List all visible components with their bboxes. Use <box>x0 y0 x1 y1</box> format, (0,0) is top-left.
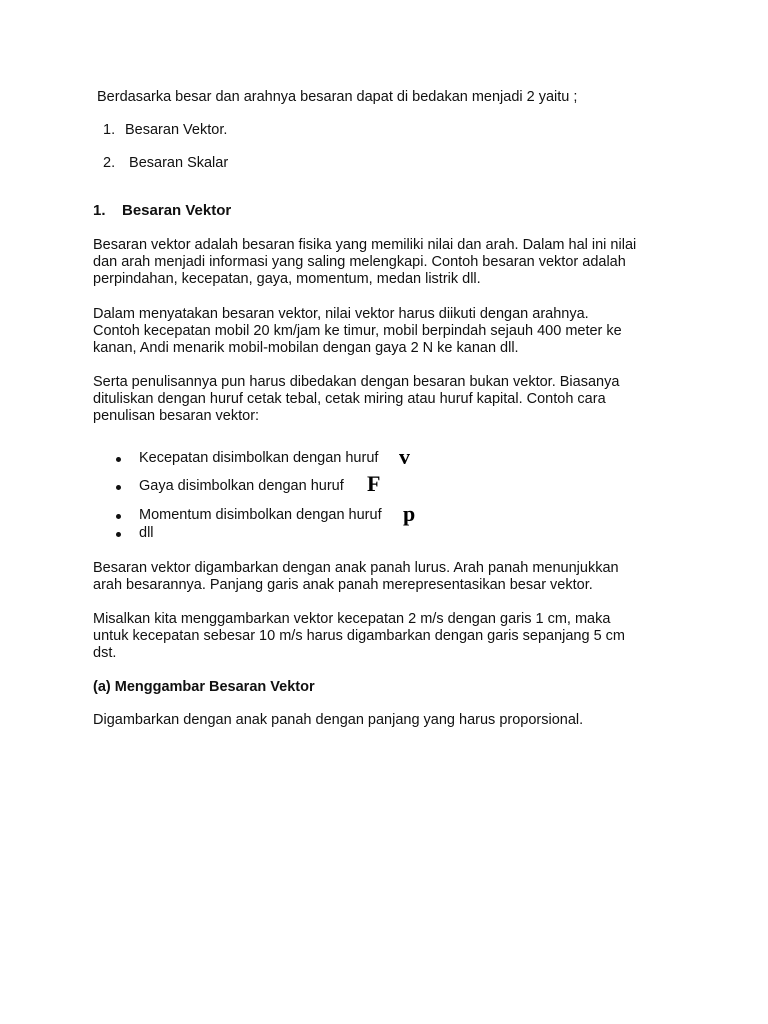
bullet-text: Gaya disimbolkan dengan huruf <box>139 478 348 494</box>
paragraph-line: dan arah menjadi informasi yang saling melengkapi. Contoh besaran vektor adalah <box>93 254 626 270</box>
paragraph-arrow <box>93 560 693 594</box>
bullet-dot-icon <box>116 457 121 462</box>
paragraph-notation <box>93 374 693 425</box>
bullet-dot-icon <box>116 485 121 490</box>
paragraph-line: Dalam menyatakan besaran vektor, nilai vektor harus diikuti dengan arahnya. <box>93 306 589 322</box>
list-item-text: Besaran Vektor. <box>125 122 228 138</box>
vector-symbol: F <box>367 471 381 496</box>
list-item-number: 1. <box>103 122 116 138</box>
paragraph-line: Besaran vektor digambarkan dengan anak panah lurus. Arah panah menunjukkan <box>93 560 619 576</box>
paragraph-line: untuk kecepatan sebesar 10 m/s harus digambarkan dengan garis sepanjang 5 cm <box>93 628 625 644</box>
vector-symbol: p <box>403 501 416 526</box>
bullet-text: Kecepatan disimbolkan dengan huruf <box>139 450 383 466</box>
paragraph-line: Serta penulisannya pun harus dibedakan dengan besaran bukan vektor. Biasanya <box>93 374 620 390</box>
bullet-text: dll <box>139 525 154 541</box>
subheading: (a) Menggambar Besaran Vektor <box>93 679 315 695</box>
paragraph-line: Contoh kecepatan mobil 20 km/jam ke timur, mobil berpindah sejauh 400 meter ke <box>93 323 622 339</box>
paragraph-line: Besaran vektor adalah besaran fisika yang memiliki nilai dan arah. Dalam hal ini nilai <box>93 237 637 253</box>
paragraph-drawing: Digambarkan dengan anak panah dengan panjang yang harus proporsional. <box>93 712 584 728</box>
paragraph-line: dst. <box>93 645 117 661</box>
bullet-text: Momentum disimbolkan dengan huruf <box>139 507 386 523</box>
list-item-number: 2. <box>103 155 116 171</box>
paragraph-examples <box>93 306 693 357</box>
bullet-dot-icon <box>116 514 121 519</box>
paragraph-scale-example <box>93 611 693 662</box>
section-title: Besaran Vektor <box>122 202 232 219</box>
section-number: 1. <box>93 202 106 219</box>
bullet-dot-icon <box>116 532 121 537</box>
paragraph-line: dituliskan dengan huruf cetak tebal, cetak miring atau huruf kapital. Contoh cara <box>93 391 606 407</box>
list-item-text: Besaran Skalar <box>125 155 229 171</box>
paragraph-definition <box>93 237 693 288</box>
vector-symbol: v <box>399 444 410 469</box>
paragraph-line: penulisan besaran vektor: <box>93 408 260 424</box>
paragraph-line: kanan, Andi menarik mobil-mobilan dengan gaya 2 N ke kanan dll. <box>93 340 519 356</box>
paragraph-line: Misalkan kita menggambarkan vektor kecepatan 2 m/s dengan garis 1 cm, maka <box>93 611 611 627</box>
paragraph-line: perpindahan, kecepatan, gaya, momentum, medan listrik dll. <box>93 271 481 287</box>
intro-text: Berdasarka besar dan arahnya besaran dapat di bedakan menjadi 2 yaitu ; <box>97 89 578 105</box>
paragraph-line: arah besarannya. Panjang garis anak panah merepresentasikan besar vektor. <box>93 577 593 593</box>
